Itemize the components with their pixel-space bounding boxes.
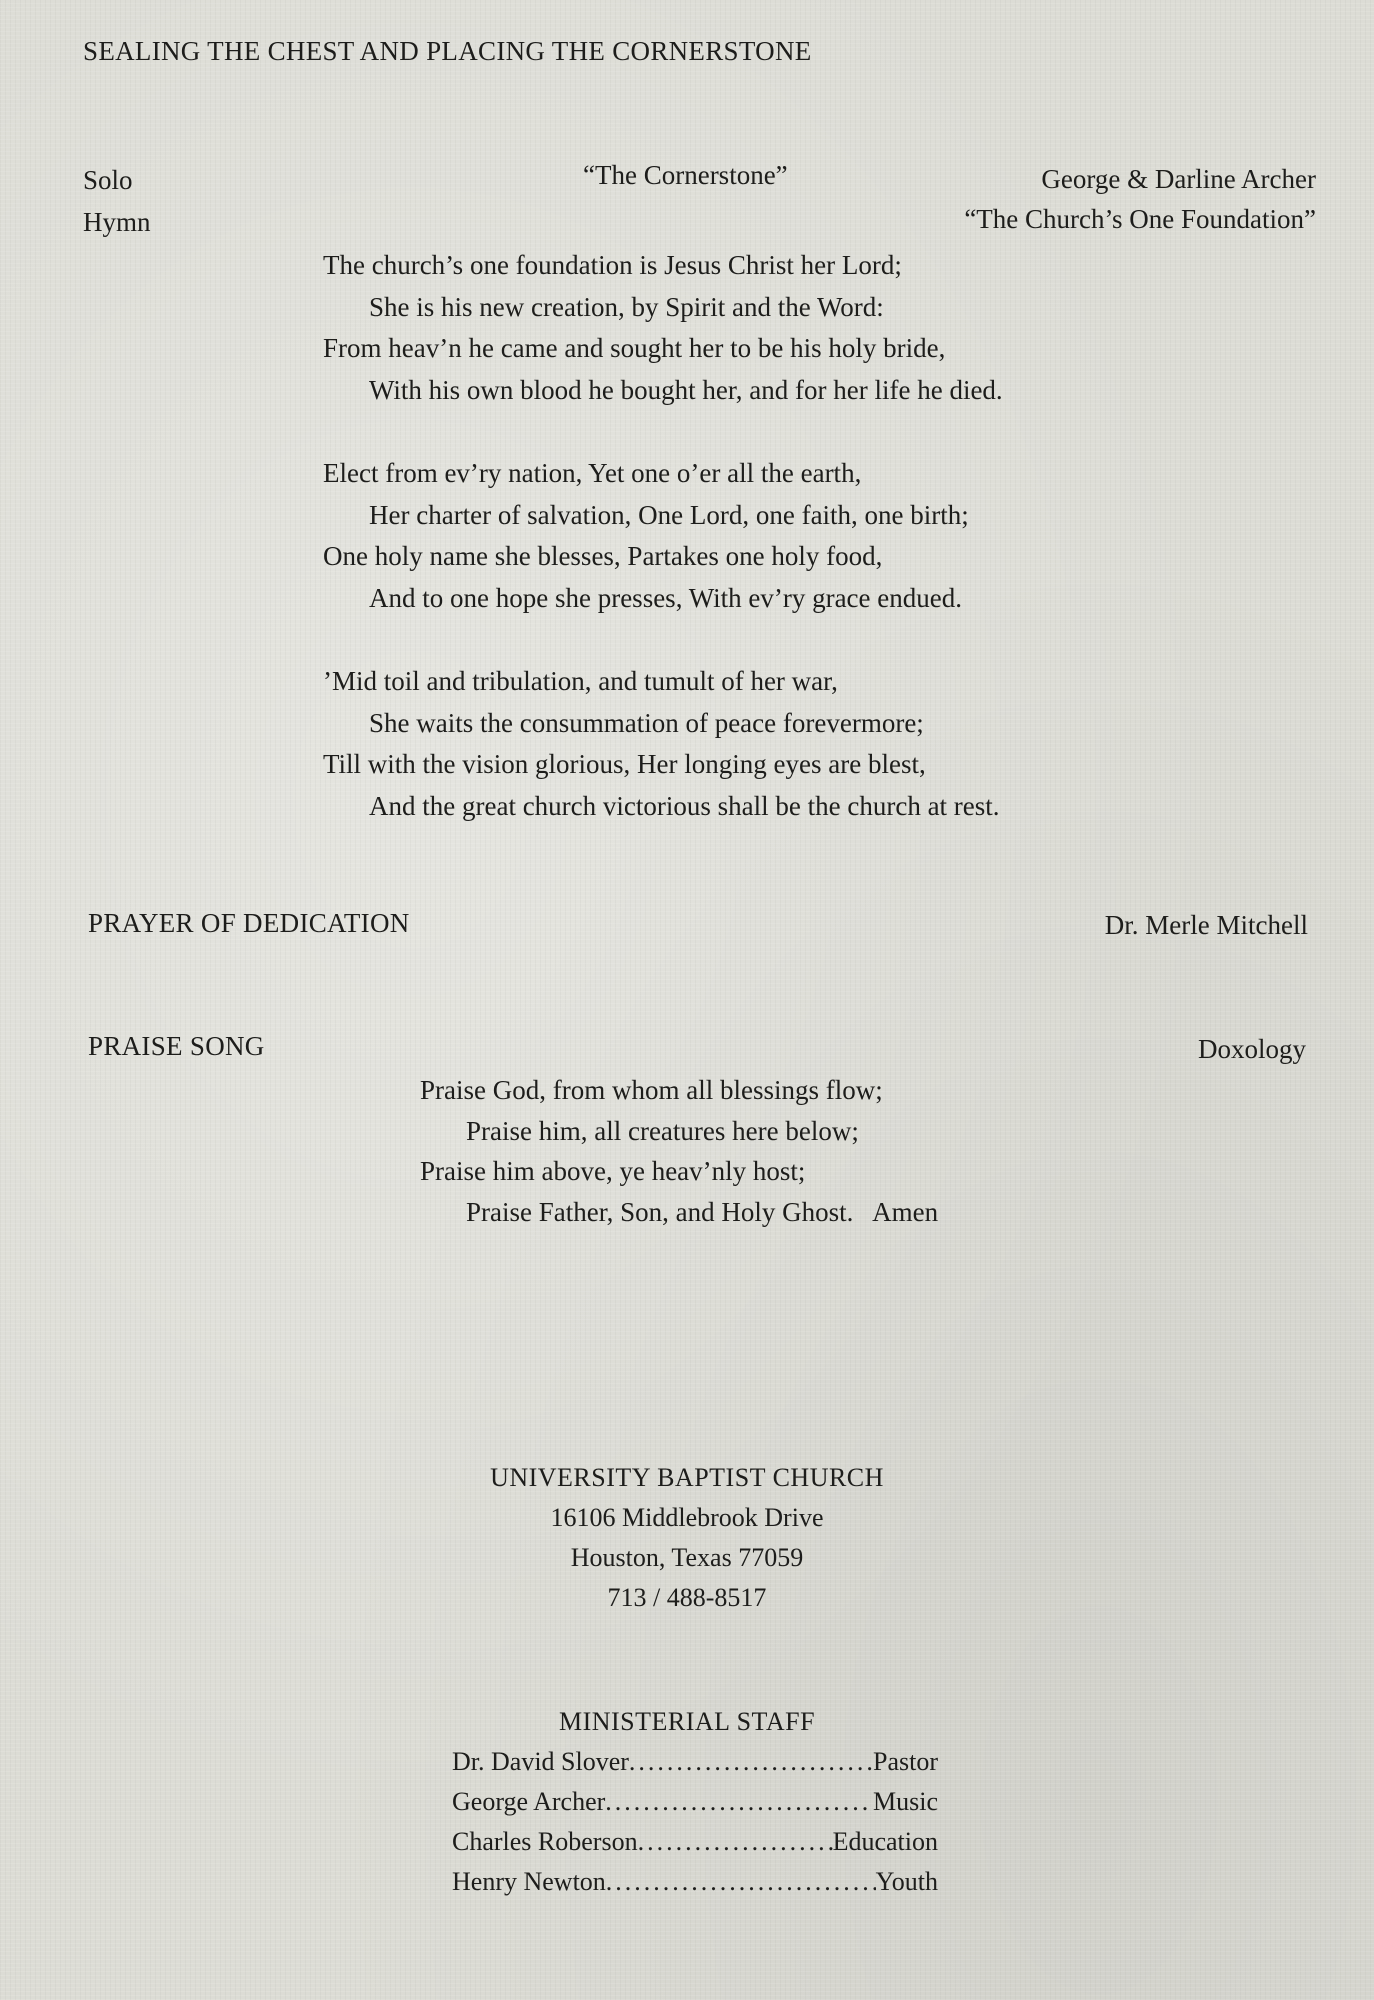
staff-list [452, 1742, 938, 1902]
staff-name: George Archer [452, 1787, 606, 1816]
lyric-line: She waits the consummation of peace forevermore; [369, 707, 924, 738]
staff-heading: MINISTERIAL STAFF [558, 1707, 816, 1736]
staff-heading-wrap [0, 1702, 1374, 1742]
lyric-line: And the great church victorious shall be the church at rest. [369, 790, 1000, 821]
lyric-line: Praise him, all creatures here below; [466, 1115, 859, 1146]
dot-leader [638, 1822, 833, 1862]
hymn-title: “The Church’s One Foundation” [964, 204, 1316, 234]
staff-role: Education [832, 1827, 938, 1856]
prayer-label: PRAYER OF DEDICATION [88, 908, 410, 938]
doxology-lyrics [420, 1070, 938, 1232]
staff-row [452, 1742, 938, 1782]
lyric-line: Praise God, from whom all blessings flow; [420, 1075, 883, 1105]
prayer-leader: Dr. Merle Mitchell [1104, 910, 1308, 940]
dot-leader [606, 1862, 876, 1902]
praise-song-title: Doxology [1198, 1034, 1306, 1064]
lyric-line: She is his new creation, by Spirit and the Word: [369, 291, 884, 322]
staff-row [452, 1862, 938, 1902]
lyric-line: With his own blood he bought her, and for her life he died. [369, 374, 1003, 405]
church-city: Houston, Texas 77059 [570, 1543, 804, 1572]
solo-performer: George & Darline Archer [1041, 164, 1316, 194]
staff-row [452, 1822, 938, 1862]
section-heading-sealing: SEALING THE CHEST AND PLACING THE CORNERSTONE [83, 36, 812, 66]
solo-title: “The Cornerstone” [583, 160, 788, 190]
staff-name: Henry Newton [452, 1867, 606, 1896]
lyric-line: Till with the vision glorious, Her longing eyes are blest, [323, 749, 926, 779]
lyric-line: One holy name she blesses, Partakes one holy food, [323, 541, 883, 571]
church-name: UNIVERSITY BAPTIST CHURCH [490, 1463, 884, 1492]
hymn-label: Hymn [83, 207, 151, 237]
staff-role: Pastor [873, 1747, 938, 1776]
lyric-line: From heav’n he came and sought her to be his holy bride, [323, 333, 946, 363]
lyric-line: ’Mid toil and tribulation, and tumult of her war, [323, 666, 838, 696]
church-address: 16106 Middlebrook Drive [550, 1503, 824, 1532]
church-phone: 713 / 488-8517 [607, 1583, 767, 1612]
staff-row [452, 1782, 938, 1822]
lyric-line: The church’s one foundation is Jesus Christ her Lord; [323, 250, 902, 280]
hymn-lyrics [323, 245, 1003, 827]
lyric-line: Her charter of salvation, One Lord, one faith, one birth; [369, 499, 969, 530]
lyric-line: Praise him above, ye heav’nly host; [420, 1156, 806, 1186]
staff-role: Youth [875, 1867, 938, 1896]
praise-song-label: PRAISE SONG [88, 1031, 265, 1061]
dot-leader [605, 1782, 873, 1822]
lyric-line: And to one hope she presses, With ev’ry grace endued. [369, 582, 962, 613]
lyric-line: Elect from ev’ry nation, Yet one o’er all the earth, [323, 458, 862, 488]
church-info [0, 1458, 1374, 1618]
staff-name: Charles Roberson [452, 1827, 638, 1856]
staff-role: Music [873, 1787, 938, 1816]
lyric-line: Praise Father, Son, and Holy Ghost. Amen [466, 1196, 939, 1227]
dot-leader [629, 1742, 873, 1782]
solo-label: Solo [83, 165, 133, 195]
staff-name: Dr. David Slover [452, 1747, 629, 1776]
